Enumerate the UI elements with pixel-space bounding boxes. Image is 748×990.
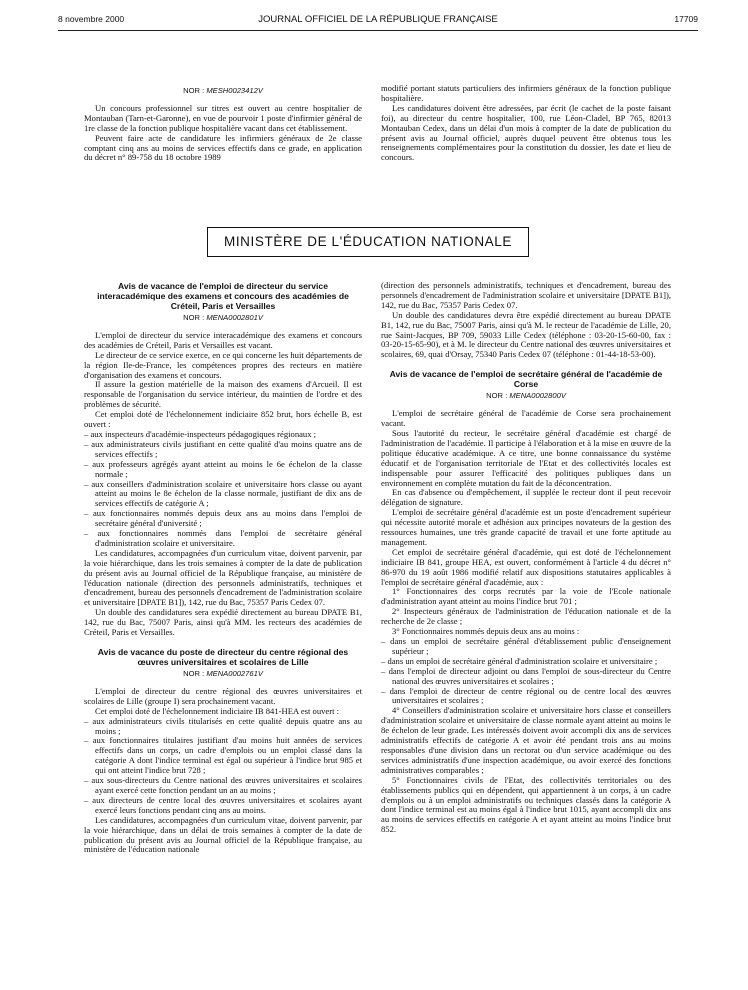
nor-reference: NOR : MENA0002761V [183,669,263,678]
right-column [381,281,671,835]
paragraph: Peuvent faire acte de candidature les infirmiers généraux de 2e classe comptant cinq ans au moins de services effectifs dans ce grade, en application du décret n° 89-758 du 18 octobre 1989 [84,132,362,163]
header-rule [58,30,698,31]
list-item: – dans un emploi de secrétaire général d'administration scolaire et universitaire ; [381,655,658,666]
paragraph: Il assure la gestion matérielle de la maison des examens d'Arcueil. Il est responsable de l'organisation du service intérieur, du maintien de l'ordre et des problèmes de sécurité. [84,379,362,410]
paragraph: (direction des personnels administratifs, techniques et d'encadrement, bureau des personnels d'encadrement de l'administration scolaire et universitaire [DPATE B1]), 142, rue du Bac, 75357 Paris Cedex 07. [381,280,671,310]
paragraph: modifié portant statuts particuliers des infirmiers généraux de la fonction publique hospitalière. [381,83,671,103]
paragraph: L'emploi de secrétaire général d'académie est un poste d'encadrement supérieur qui nécessite autorité morale et adhésion aux principes novateurs de la gestion des ressources humaines, une très grande capacité de travail et une forte aptitude au management. [381,507,671,547]
page-header [58,14,698,30]
list-item: – aux fonctionnaires titulaires justifiant d'au moins huit années de services effectifs dans un corps, un cadre d'emplois ou un emploi classé dans la catégorie A dont l'indice terminal est égal ou supérieur à l'indice brut 985 et qui ont atteint l'indice brut 728 ; [84,735,362,776]
paragraph: 2° Inspecteurs généraux de l'administration de l'éducation nationale et de la recherche de 2e classe ; [381,606,671,627]
nor-reference: NOR : MENA0002801V [183,313,263,322]
paragraph: Un concours professionnel sur titres est ouvert au centre hospitalier de Montauban (Tarn-et-Garonne), en vue de pourvoir 1 poste d'infirmier général de 1re classe de la fonction publique hospitalière vacant dans cet établissement. [84,102,362,133]
paragraph: 4° Conseillers d'administration scolaire et universitaire hors classe et conseillers d'administration scolaire et universitaire de classe normale ayant atteint au moins le 8e échelon de leur grade. Les intéressés doivent avoir accompli dix ans de services administratifs effectifs de catégorie A et avoir été pendant trois ans au moins responsables d'une division dans un rectorat ou d'un service académique ou des services administratifs d'une inspection académique, ou avoir exercé des fonctions administratives comparables ; [381,705,671,775]
paragraph: L'emploi de directeur du centre régional des œuvres universitaires et scolaires de Lille (groupe I) sera prochainement vacant. [84,685,362,706]
paragraph: 5° Fonctionnaires civils de l'Etat, des collectivités territoriales ou des établissements publics qui en dépendent, qui appartiennent à un corps, à un cadre d'emplois ou à un emploi administratifs ou techniques classés dans la catégorie A dont l'indice terminal est au moins égal à l'indice brut 1015, ayant accompli dix ans au moins de services effectifs en catégorie A et ayant atteint au moins l'indice brut 852. [381,774,671,835]
ministry-heading: MINISTÈRE DE L'ÉDUCATION NATIONALE [223,234,512,249]
list-item: – aux fonctionnaires nommés depuis deux ans au moins dans l'emploi de secrétaire général d'université ; [84,508,362,529]
paragraph: En cas d'absence ou d'empêchement, il supplée le recteur dont il peut recevoir délégation de signature. [381,487,671,508]
paragraph: Un double des candidatures sera expédié directement au bureau DPATE B1, 142, rue du Bac, 75007 Paris, ainsi qu'à MM. les recteurs des académies de Créteil, Paris et Versailles. [84,607,362,638]
notice-title: Avis de vacance du poste de directeur du centre régional des œuvres universitaires et scolaires de Lille [97,647,349,667]
paragraph: L'emploi de directeur du service interacadémique des examens et concours des académies de Créteil, Paris et Versailles est vacant. [84,329,362,350]
paragraph: Cet emploi de secrétaire général d'académie, qui est doté de l'échelonnement indiciaire IB 841, groupe HEA, est ouvert, conformément à l'article 4 du décret n° 86-970 du 19 août 1986 modifié relatif aux dispositions statutaires applicables à l'emploi de secrétaire général d'académie, aux : [381,546,671,587]
top-left-column [84,84,362,163]
list-item: – dans un emploi de secrétaire général d'établissement public d'enseignement supérieur ; [381,636,671,656]
paragraph: Les candidatures doivent être adressées, par écrit (le cachet de la poste faisant foi), au directeur du centre hospitalier, 100, rue Léon-Cladel, BP 765, 82013 Montauban Cedex, dans un délai d'un mois à compter de la date de publication du présent avis au Journal officiel, auprès duquel peuvent être obtenus tous les renseignements complémentaires pour la constitution du dossier, les date et lieu de concours. [381,102,671,163]
paragraph: Cet emploi doté de l'échelonnement indiciaire IB 841-HEA est ouvert : [95,705,340,716]
paragraph: L'emploi de secrétaire général de l'académie de Corse sera prochainement vacant. [381,408,671,429]
list-item: – aux inspecteurs d'académie-inspecteurs pédagogiques régionaux ; [84,428,317,439]
paragraph: Le directeur de ce service exerce, en ce qui concerne les huit départements de la région Ile-de-France, les compétences propres des recteurs en matière d'organisation des examens et concours. [84,349,362,380]
list-item: – aux fonctionnaires nommés dans l'emploi de secrétaire général d'administration scolaire et universitaire. [84,528,362,548]
list-item: – dans l'emploi de directeur adjoint ou dans l'emploi de sous-directeur du Centre national des œuvres universitaires et scolaires ; [381,665,671,686]
paragraph: 3° Fonctionnaires nommés depuis deux ans au moins : [392,626,580,637]
paragraph: Les candidatures, accompagnées d'un curriculum vitae, doivent parvenir, par la voie hiérarchique, dans les trois semaines à compter de la date de publication du présent avis au Journal officiel de la République française, au ministère de l'éducation nationale (direction des personnels administratifs, techniques et d'encadrement, bureau des personnels d'encadrement de l'administration scolaire et universitaire [DPATE B1]), 142, rue du Bac, 75357 Paris Cedex 07. [84,547,362,608]
header-title: JOURNAL OFFICIEL DE LA RÉPUBLIQUE FRANÇAISE [258,14,498,25]
paragraph: Un double des candidatures devra être expédié directement au bureau DPATE B1, 142, rue du Bac, 75007 Paris, ainsi qu'à M. le recteur de l'académie de Lille, 20, rue Saint-Jacques, BP 709, 59033 Lille Cedex (téléphone : 03-20-15-60-00, fax : 03-20-15-65-90), et à M. le directeur du Centre national des œuvres universitaires et scolaires, 69, quai d'Orsay, 75340 Paris Cedex 07 (téléphone : 01-44-18-53-00). [381,309,671,360]
header-date: 8 novembre 2000 [58,14,125,24]
top-right-column [381,84,671,163]
notice-title: Avis de vacance de l'emploi de secrétaire général de l'académie de Corse [389,369,663,390]
left-column [84,281,362,855]
nor-reference: NOR : MESH0023412V [183,86,263,95]
paragraph: Sous l'autorité du recteur, le secrétaire général d'académie est chargé de l'administration de l'académie. Il participe à l'élaboration et à la mise en œuvre de la politique éducative académique. A ce titre, une bonne connaissance du système éducatif et de l'organisation territoriale de l'Etat et des collectivités locales est indispensable pour assurer l'efficacité des politiques publiques dans un environnement en complète mutation du fait de la déconcentration. [381,427,671,488]
paragraph: Les candidatures, accompagnées d'un curriculum vitae, doivent parvenir, par la voie hiérarchique, dans un délai de trois semaines à compter de la date de publication du présent avis au Journal officiel de la République française, au ministère de l'éducation nationale [84,814,362,855]
notice-title: Avis de vacance de l'emploi de directeur du service interacadémique des examens et concours des académies de Créteil, Paris et Versailles [97,281,349,311]
list-item: – aux professeurs agrégés ayant atteint au moins le 6e échelon de la classe normale ; [84,458,362,479]
ministry-heading-box [207,227,529,257]
list-item: – aux administrateurs civils titularisés en cette qualité depuis quatre ans au moins ; [84,715,362,736]
paragraph: 1° Fonctionnaires des corps recrutés par la voie de l'Ecole nationale d'administration ayant atteint au moins l'indice brut 701 ; [381,586,671,607]
list-item: – aux administrateurs civils justifiant en cette qualité d'au moins quatre ans de services effectifs ; [84,438,362,459]
list-item: – aux conseillers d'administration scolaire et universitaire hors classe ou ayant atteint au moins le 8e échelon de la classe normale, justifiant de dix ans de services effectifs de catégorie A ; [84,478,362,509]
list-item: – aux sous-directeurs du Centre national des œuvres universitaires et scolaires ayant exercé cette fonction pendant un an au moins ; [84,775,362,795]
list-item: – dans l'emploi de directeur de centre régional ou de centre local des œuvres universitaires et scolaires ; [381,685,671,706]
list-item: – aux directeurs de centre local des œuvres universitaires et scolaires ayant exercé leurs fonctions pendant cinq ans au moins. [84,794,362,815]
nor-reference: NOR : MENA0002800V [486,391,566,401]
paragraph: Cet emploi doté de l'échelonnement indiciaire 852 brut, hors échelle B, est ouvert : [84,409,362,430]
header-page-number: 17709 [674,14,698,24]
